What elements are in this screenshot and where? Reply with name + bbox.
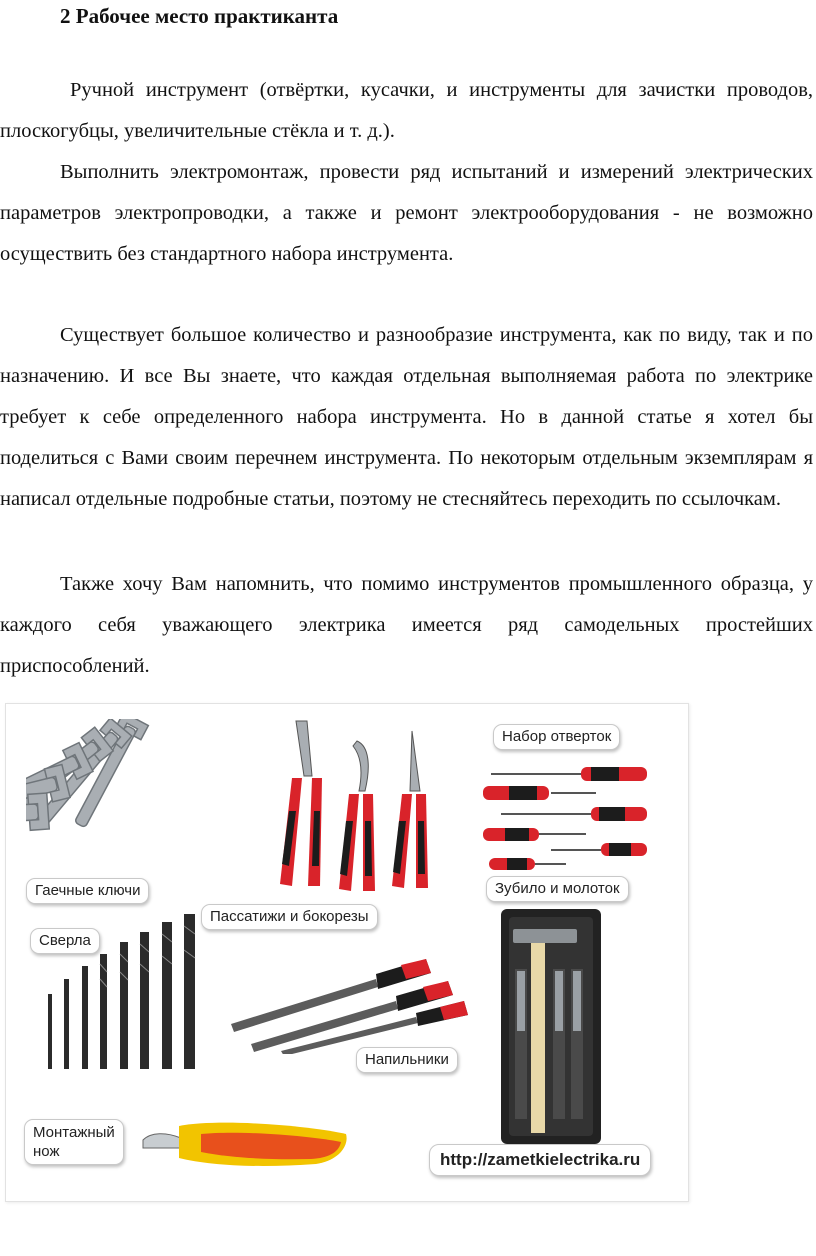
tools-figure — [5, 703, 689, 1202]
knife-label — [24, 1119, 124, 1165]
drills-label: Сверла — [30, 928, 100, 954]
paragraph-3: Существует большое количество и разнообразие инструмента, как по виду, так и по назначению. И все Вы знаете, что каждая отдельная выполняемая работа по электрике требует к себе определенного набора инструмента. Но в данной статье я хотел бы поделиться с Вами своим перечнем инструмента. По некоторым отдельным экземплярам я написал отдельные подробные статьи, поэтому не стесняйтесь переходить по ссылочкам. — [0, 324, 813, 510]
files-illustration — [226, 929, 471, 1054]
screwdrivers-label: Набор отверток — [493, 724, 620, 750]
hammer-chisel-illustration — [501, 909, 601, 1144]
hammer-chisel-label: Зубило и молоток — [486, 876, 629, 902]
pliers-label: Пассатижи и бокорезы — [201, 904, 378, 930]
knife-label-line2: нож — [33, 1143, 60, 1160]
paragraph-2: Выполнить электромонтаж, провести ряд испытаний и измерений электрических параметров электропроводки, а также и ремонт электрооборудования - не возможно осуществить без стандартного набора инструмента. — [0, 161, 813, 265]
paragraph-1: Ручной инструмент (отвёртки, кусачки, и инструменты для зачистки проводов, плоскогубцы, увеличительные стёкла и т. д.). — [0, 79, 813, 142]
paragraph-4: Также хочу Вам напомнить, что помимо инструментов промышленного образца, у каждого себя уважающего электрика имеется ряд самодельных простейших приспособлений. — [0, 573, 813, 677]
knife-label-line1: Монтажный — [33, 1124, 115, 1141]
files-label: Напильники — [356, 1047, 458, 1073]
screwdrivers-illustration — [481, 762, 656, 872]
source-url: http://zametkielectrika.ru — [429, 1144, 651, 1176]
drills-illustration — [44, 914, 204, 1079]
wrenches-illustration — [26, 719, 246, 879]
wrenches-label: Гаечные ключи — [26, 878, 149, 904]
pliers-illustration — [274, 716, 444, 901]
knife-illustration — [141, 1112, 351, 1182]
section-heading: 2 Рабочее место практиканта — [60, 4, 339, 28]
